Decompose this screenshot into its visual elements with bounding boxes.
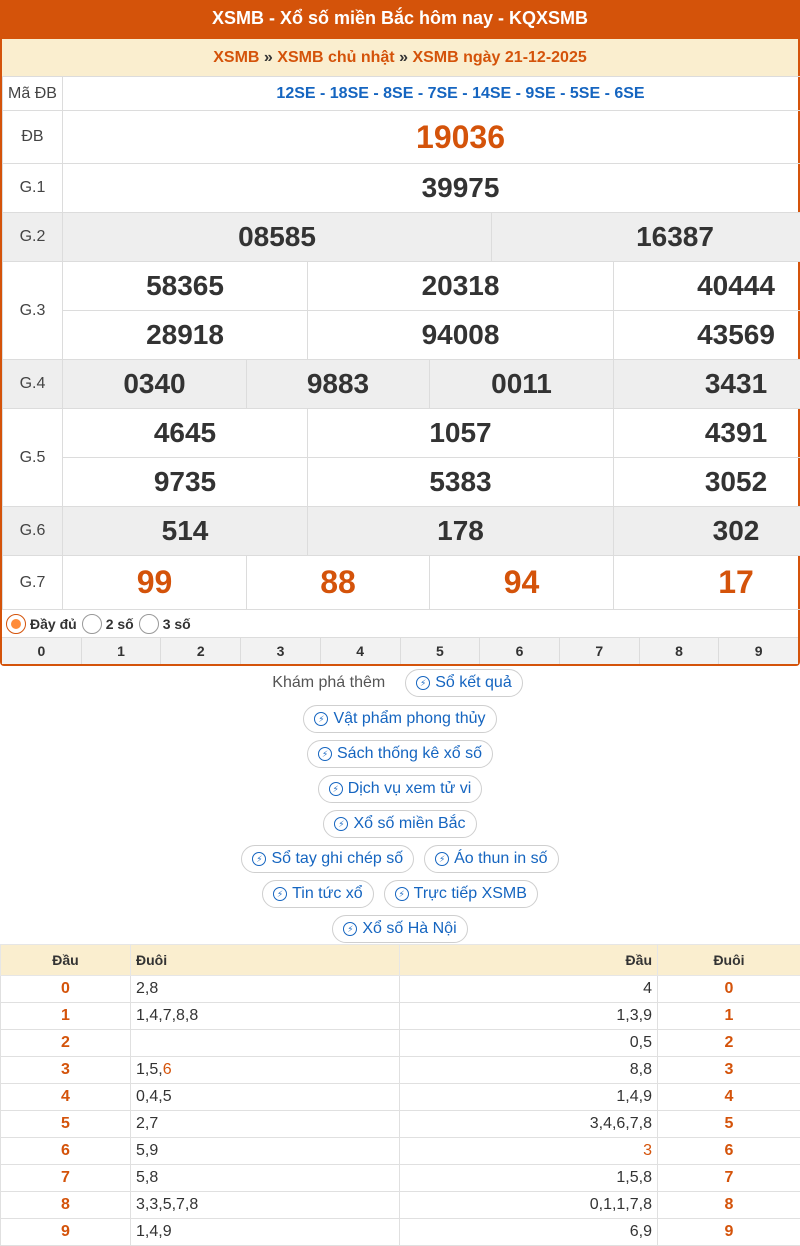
radio-icon[interactable] xyxy=(82,614,102,634)
head-digit xyxy=(1,1084,131,1111)
special-code-label: Mã ĐB xyxy=(3,77,63,111)
digit-text: 1,4,9 xyxy=(616,1088,652,1105)
digit-filter[interactable]: 3 xyxy=(241,637,321,664)
loto-table xyxy=(0,944,800,1246)
digit-text: 1 xyxy=(724,1007,734,1024)
col-head-duoi: Đuôi xyxy=(131,945,400,976)
explore-chip[interactable] xyxy=(384,880,538,908)
prize-special-row xyxy=(3,111,800,164)
digit-text: 9 xyxy=(724,1223,734,1240)
prize-7-number: 17 xyxy=(614,556,800,610)
breadcrumb xyxy=(2,39,798,76)
prize-2-row xyxy=(3,213,800,262)
bolt-icon: ⚡ xyxy=(252,852,266,866)
special-code-value: 12SE - 18SE - 8SE - 7SE - 14SE - 9SE - 5SE - 6SE xyxy=(63,77,800,111)
prize-6-row xyxy=(3,507,800,556)
tail-values xyxy=(131,1219,400,1246)
digit-text: 3 xyxy=(724,1061,734,1078)
option-three-digits[interactable] xyxy=(139,614,191,634)
chip-label: Xổ số Hà Nội xyxy=(362,920,457,937)
digit-text: 4 xyxy=(643,980,652,997)
digit-filter[interactable]: 2 xyxy=(161,637,241,664)
head-values xyxy=(400,976,658,1003)
prize-4-number: 9883 xyxy=(247,360,430,409)
explore-label: Khám phá thêm xyxy=(272,674,386,691)
prize-2-number: 16387 xyxy=(492,213,800,262)
chip-label: Xổ số miền Bắc xyxy=(353,815,466,832)
page-title: XSMB - Xổ số miền Bắc hôm nay - KQXSMB xyxy=(0,0,800,39)
prize-3-number: 20318 xyxy=(308,262,614,311)
digit-text: 3,3,5,7,8 xyxy=(136,1196,199,1213)
prize-5-number: 4391 xyxy=(614,409,800,458)
prize-4-number: 3431 xyxy=(614,360,800,409)
prize-4-number: 0011 xyxy=(430,360,614,409)
option-two-digits[interactable] xyxy=(82,614,134,634)
digit-text: 0,4,5 xyxy=(136,1088,172,1105)
prize-5-number: 3052 xyxy=(614,458,800,507)
option-three-digits-label: 3 số xyxy=(162,615,191,632)
explore-row xyxy=(0,845,800,873)
head-values xyxy=(400,1192,658,1219)
digit-text: 6,9 xyxy=(629,1223,652,1240)
digit-filter[interactable]: 7 xyxy=(560,637,640,664)
head-values xyxy=(400,1111,658,1138)
head-digit xyxy=(1,1057,131,1084)
prize-3-row xyxy=(3,311,800,360)
explore-chip[interactable] xyxy=(424,845,558,873)
table-row xyxy=(1,1111,800,1138)
tail-digit xyxy=(658,1138,800,1165)
digit-text: 7 xyxy=(61,1169,70,1186)
prize-2-number: 08585 xyxy=(63,213,492,262)
prize-6-label: G.6 xyxy=(3,507,63,556)
breadcrumb-xsmb[interactable]: XSMB xyxy=(213,49,260,66)
tail-values xyxy=(131,1165,400,1192)
explore-row xyxy=(0,705,800,733)
prize-3-number: 40444 xyxy=(614,262,800,311)
explore-chip[interactable] xyxy=(332,915,467,943)
bolt-icon: ⚡ xyxy=(416,676,430,690)
digit-text: 8 xyxy=(724,1196,734,1213)
table-row xyxy=(1,1219,800,1246)
explore-row xyxy=(0,740,800,768)
tail-values xyxy=(131,1003,400,1030)
prize-1-row xyxy=(3,164,800,213)
digit-filter[interactable]: 1 xyxy=(82,637,162,664)
prize-5-label: G.5 xyxy=(3,409,63,507)
explore-row xyxy=(0,880,800,908)
digit-text: 8,8 xyxy=(629,1061,652,1078)
prize-3-number: 94008 xyxy=(308,311,614,360)
head-values xyxy=(400,1165,658,1192)
prize-7-number: 88 xyxy=(247,556,430,610)
prize-6-number: 178 xyxy=(308,507,614,556)
table-row xyxy=(1,1138,800,1165)
explore-chip[interactable] xyxy=(307,740,493,768)
chip-label: Áo thun in số xyxy=(454,850,548,867)
bolt-icon: ⚡ xyxy=(314,712,328,726)
bolt-icon: ⚡ xyxy=(329,782,343,796)
table-row xyxy=(1,1084,800,1111)
explore-row xyxy=(0,669,800,697)
bolt-icon: ⚡ xyxy=(273,887,287,901)
prize-6-number: 302 xyxy=(614,507,800,556)
digit-text: 0,1,1,7,8 xyxy=(589,1196,652,1213)
digit-text: 1,4,9 xyxy=(136,1223,172,1240)
explore-row xyxy=(0,915,800,943)
head-values xyxy=(400,1084,658,1111)
prize-1-number: 39975 xyxy=(63,164,800,213)
prize-2-label: G.2 xyxy=(3,213,63,262)
chip-label: Trực tiếp XSMB xyxy=(413,885,527,902)
head-values xyxy=(400,1030,658,1057)
tail-values xyxy=(131,976,400,1003)
digit-text: 7 xyxy=(724,1169,734,1186)
head-digit xyxy=(1,1192,131,1219)
head-digit xyxy=(1,1111,131,1138)
prize-special-number: 19036 xyxy=(63,111,800,164)
digit-text: 2 xyxy=(61,1034,70,1051)
digit-text: 0 xyxy=(724,980,734,997)
tail-digit xyxy=(658,1057,800,1084)
table-row xyxy=(1,1030,800,1057)
digit-text: 2,7 xyxy=(136,1115,159,1132)
option-full[interactable] xyxy=(6,614,77,634)
explore-row xyxy=(0,810,800,838)
digit-text: 5 xyxy=(61,1115,70,1132)
bolt-icon: ⚡ xyxy=(395,887,409,901)
head-values xyxy=(400,1219,658,1246)
digit-text: 8 xyxy=(61,1196,70,1213)
prize-7-number: 99 xyxy=(63,556,247,610)
col-head-duoi: Đuôi xyxy=(658,945,800,976)
prize-3-number: 28918 xyxy=(63,311,308,360)
digit-filter[interactable]: 5 xyxy=(401,637,481,664)
breadcrumb-xsmb-date[interactable]: XSMB ngày 21-12-2025 xyxy=(412,49,587,66)
head-values xyxy=(400,1138,658,1165)
explore-chip[interactable] xyxy=(262,880,374,908)
tail-values xyxy=(131,1192,400,1219)
option-full-label: Đầy đủ xyxy=(30,615,77,632)
digit-text: 4 xyxy=(61,1088,70,1105)
tail-values xyxy=(131,1057,400,1084)
prize-7-row xyxy=(3,556,800,610)
chip-label: Sổ tay ghi chép số xyxy=(271,850,404,867)
breadcrumb-xsmb-sunday[interactable]: XSMB chủ nhật xyxy=(277,49,395,66)
prize-3-label: G.3 xyxy=(3,262,63,360)
head-digit xyxy=(1,1138,131,1165)
tail-digit xyxy=(658,1003,800,1030)
digit-text: 2 xyxy=(724,1034,734,1051)
prize-5-row xyxy=(3,409,800,458)
prize-5-row xyxy=(3,458,800,507)
prize-3-number: 58365 xyxy=(63,262,308,311)
prize-special-label: ĐB xyxy=(3,111,63,164)
results-table xyxy=(2,76,800,610)
tail-digit xyxy=(658,1192,800,1219)
table-row xyxy=(1,1165,800,1192)
explore-chip[interactable] xyxy=(303,705,496,733)
tail-values xyxy=(131,1084,400,1111)
tail-digit xyxy=(658,1165,800,1192)
digit-text: 1,5, xyxy=(136,1061,163,1078)
chip-label: Sổ kết quả xyxy=(435,674,512,691)
option-two-digits-label: 2 số xyxy=(105,615,134,632)
special-code-row xyxy=(3,77,800,111)
explore-chip[interactable] xyxy=(318,775,483,803)
digit-text: 9 xyxy=(61,1223,70,1240)
breadcrumb-separator: » xyxy=(263,49,273,66)
head-digit xyxy=(1,1003,131,1030)
tail-values xyxy=(131,1138,400,1165)
prize-7-number: 94 xyxy=(430,556,614,610)
digit-text: 1,4,7,8,8 xyxy=(136,1007,199,1024)
tail-digit xyxy=(658,976,800,1003)
digit-filter[interactable]: 0 xyxy=(2,637,82,664)
head-digit xyxy=(1,1030,131,1057)
digit-text: 0 xyxy=(61,980,70,997)
prize-7-label: G.7 xyxy=(3,556,63,610)
tail-values xyxy=(131,1111,400,1138)
loto-header-row xyxy=(1,945,800,976)
digit-text: 0,5 xyxy=(629,1034,652,1051)
digit-text: 3 xyxy=(643,1142,652,1159)
digit-text: 1,5,8 xyxy=(616,1169,652,1186)
digit-text: 6 xyxy=(61,1142,70,1159)
digit-text: 1,3,9 xyxy=(616,1007,652,1024)
chip-label: Dịch vụ xem tử vi xyxy=(347,780,472,797)
bolt-icon: ⚡ xyxy=(318,747,332,761)
tail-digit xyxy=(658,1030,800,1057)
chip-label: Sách thống kê xổ số xyxy=(337,745,482,762)
prize-4-row xyxy=(3,360,800,409)
digit-text: 3,4,6,7,8 xyxy=(589,1115,652,1132)
tail-digit xyxy=(658,1111,800,1138)
prize-1-label: G.1 xyxy=(3,164,63,213)
explore-row xyxy=(0,775,800,803)
tail-digit xyxy=(658,1219,800,1246)
digit-text: 1 xyxy=(61,1007,70,1024)
digit-text: 2,8 xyxy=(136,980,159,997)
prize-3-row xyxy=(3,262,800,311)
prize-5-number: 5383 xyxy=(308,458,614,507)
breadcrumb-separator: » xyxy=(399,49,408,66)
bolt-icon: ⚡ xyxy=(435,852,449,866)
tail-values xyxy=(131,1030,400,1057)
digit-filter-bar xyxy=(2,637,798,664)
tail-digit xyxy=(658,1084,800,1111)
table-row xyxy=(1,1003,800,1030)
digit-text: 5 xyxy=(724,1115,734,1132)
digit-text: 3 xyxy=(61,1061,70,1078)
prize-5-number: 1057 xyxy=(308,409,614,458)
digit-text: 6 xyxy=(724,1142,734,1159)
table-row xyxy=(1,1192,800,1219)
prize-4-label: G.4 xyxy=(3,360,63,409)
head-values xyxy=(400,1057,658,1084)
prize-5-number: 4645 xyxy=(63,409,308,458)
explore-chip[interactable] xyxy=(323,810,476,838)
radio-icon[interactable] xyxy=(139,614,159,634)
digit-filter[interactable]: 8 xyxy=(640,637,720,664)
head-digit xyxy=(1,1219,131,1246)
table-row xyxy=(1,976,800,1003)
digit-filter[interactable]: 6 xyxy=(480,637,560,664)
digit-text: 5,8 xyxy=(136,1169,159,1186)
digit-text: 4 xyxy=(724,1088,734,1105)
prize-4-number: 0340 xyxy=(63,360,247,409)
head-digit xyxy=(1,1165,131,1192)
radio-icon[interactable] xyxy=(6,614,26,634)
chip-label: Tin tức xổ xyxy=(292,885,363,902)
chip-label: Vật phẩm phong thủy xyxy=(333,710,486,727)
digit-text: 5,9 xyxy=(136,1142,159,1159)
col-head-dau: Đầu xyxy=(1,945,131,976)
explore-chip[interactable] xyxy=(405,669,523,697)
head-digit xyxy=(1,976,131,1003)
digit-filter[interactable]: 4 xyxy=(321,637,401,664)
prize-3-number: 43569 xyxy=(614,311,800,360)
digit-filter[interactable]: 9 xyxy=(719,637,798,664)
table-row xyxy=(1,1057,800,1084)
digit-text: 6 xyxy=(162,1061,172,1078)
explore-chip[interactable] xyxy=(241,845,414,873)
bolt-icon: ⚡ xyxy=(334,817,348,831)
display-options xyxy=(2,610,798,637)
head-values xyxy=(400,1003,658,1030)
prize-6-number: 514 xyxy=(63,507,308,556)
bolt-icon: ⚡ xyxy=(343,922,357,936)
col-head-dau: Đầu xyxy=(400,945,658,976)
prize-5-number: 9735 xyxy=(63,458,308,507)
